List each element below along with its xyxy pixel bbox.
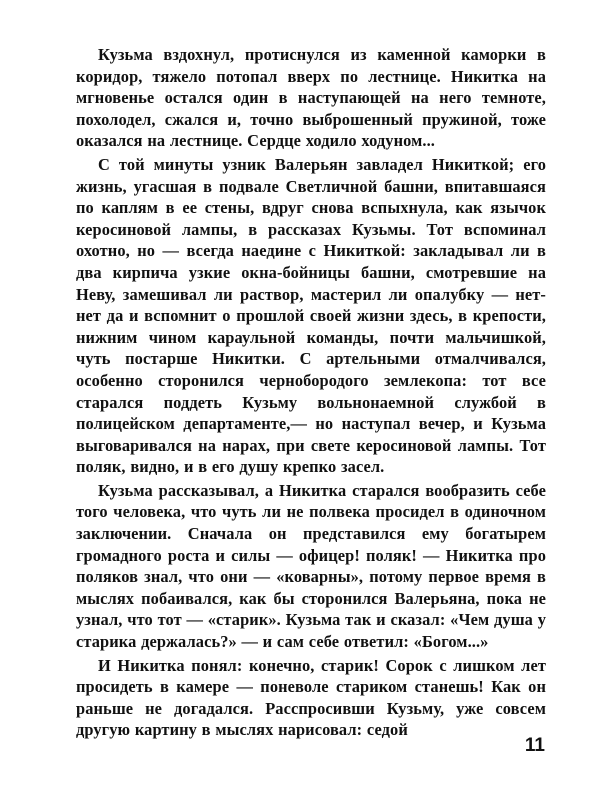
paragraph-4: И Никитка понял: конечно, старик! Сорок с лишком лет просидеть в камере — поневоле стариком станешь! Как он раньше не догадался. Расспросивши Кузьму, уже совсем другую картину в мыслях нарисовал: седой <box>76 655 546 740</box>
paragraph-3: Кузьма рассказывал, а Никитка старался вообразить себе того человека, что чуть ли не полвека просидел в одиночном заключении. Сначала он представился ему богатырем громадного роста и силы — офицер! поляк! — Никитка про поляков знал, что они — «коварны», потому первое время в мыслях побаивался, как бы сторонился Валерьяна, пока не узнал, что тот — «старик». Кузьма так и сказал: «Чем душа у старика держалась?» — и сам себе ответил: «Богом...» <box>76 480 546 652</box>
paragraph-2: С той минуты узник Валерьян завладел Никиткой; его жизнь, угасшая в подвале Светличной башни, впитавшаяся по каплям в ее стены, вдруг снова вспыхнула, как язычок керосиновой лампы, в рассказах Кузьмы. Тот вспоминал охотно, но — всегда наедине с Никиткой: закладывал ли в два кирпича узкие окна-бойницы башни, смотревшие на Неву, замешивал ли раствор, мастерил ли опалубку — нет-нет да и вспомнит о прошлой своей жизни здесь, в крепости, нижним чином караульной команды, почти мальчишкой, чуть постарше Никитки. С артельными отмалчивался, особенно сторонился чернобородого землекопа: тот все старался поддеть Кузьму вольнонаемной службой в полицейском департаменте,— но наступал вечер, и Кузьма выговаривался на нарах, при свете керосиновой лампы. Тот поляк, видно, и в его душу крепко засел. <box>76 154 546 477</box>
page-number: 11 <box>524 735 545 756</box>
paragraph-1: Кузьма вздохнул, протиснулся из каменной каморки в коридор, тяжело потопал вверх по лестнице. Никитка на мгновенье остался один в наступающей на него темноте, похолодел, сжался и, точно выброшенный пружиной, тоже оказался на лестнице. Сердце ходило ходуном... <box>76 45 546 151</box>
page-text <box>76 44 546 741</box>
